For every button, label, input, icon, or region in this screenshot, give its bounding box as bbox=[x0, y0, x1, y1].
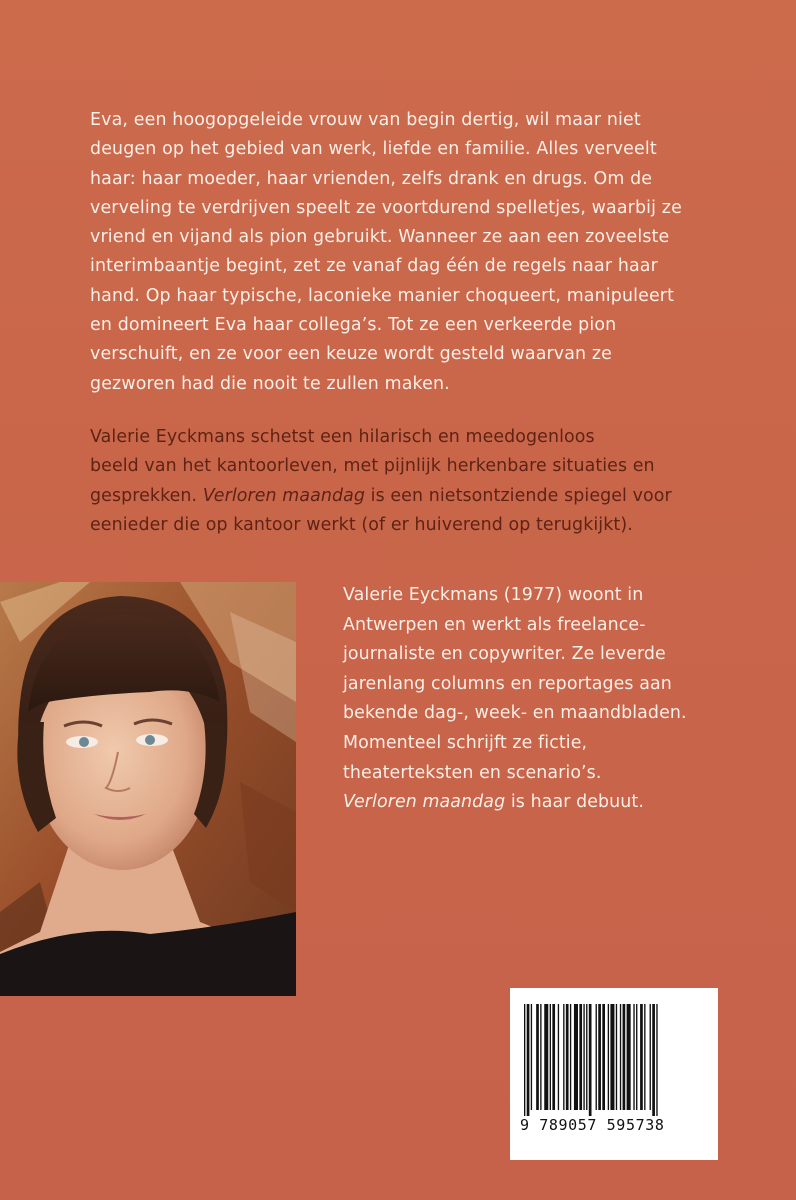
review-paragraph bbox=[90, 423, 720, 540]
bio-line: bekende dag-, week- en maandbladen. bbox=[343, 703, 687, 724]
barcode-bar bbox=[598, 1004, 601, 1110]
blurb-line: deugen op het gebied van werk, liefde en familie. Alles verveelt bbox=[90, 139, 657, 160]
bio-line: jarenlang columns en reportages aan bbox=[343, 673, 672, 694]
bio-line: Antwerpen en werkt als freelance- bbox=[343, 614, 646, 635]
bio-line: theaterteksten en scenario’s. bbox=[343, 762, 602, 783]
bio-line: journaliste en copywriter. Ze leverde bbox=[343, 644, 666, 665]
barcode-bar bbox=[527, 1004, 530, 1116]
barcode-bar bbox=[610, 1004, 614, 1110]
barcode-bar bbox=[536, 1004, 539, 1110]
barcode-bar bbox=[596, 1004, 597, 1110]
blurb-line: gezworen had die nooit te zullen maken. bbox=[90, 373, 450, 394]
bio-line: Valerie Eyckmans (1977) woont in bbox=[343, 585, 644, 605]
review-text: is een nietsontziende spiegel voor bbox=[365, 485, 672, 506]
review-text: gesprekken. bbox=[90, 485, 203, 506]
barcode-bar bbox=[583, 1004, 584, 1110]
barcode-bar bbox=[620, 1004, 621, 1110]
review-line: beeld van het kantoorleven, met pijnlijk herkenbare situaties en bbox=[90, 456, 655, 477]
barcode-bar bbox=[540, 1004, 541, 1110]
review-line: Valerie Eyckmans schetst een hilarisch en meedogenloos bbox=[90, 427, 595, 447]
barcode-bar bbox=[524, 1004, 525, 1116]
blurb-line: vriend en vijand als pion gebruikt. Wanneer ze aan een zoveelste bbox=[90, 227, 670, 248]
blurb-line: interimbaantje begint, zet ze vanaf dag één de regels naar haar bbox=[90, 256, 658, 277]
barcode-bar bbox=[623, 1004, 626, 1110]
blurb-line: hand. Op haar typische, laconieke manier choqueert, manipuleert bbox=[90, 285, 675, 306]
review-line bbox=[90, 482, 720, 511]
barcode-bars bbox=[522, 1004, 706, 1116]
barcode-bar bbox=[644, 1004, 645, 1110]
barcode-bar bbox=[570, 1004, 571, 1110]
barcode-bar bbox=[650, 1004, 651, 1110]
barcode-bar bbox=[656, 1004, 657, 1116]
book-title: Verloren maandag bbox=[202, 485, 366, 506]
review-line: eenieder die op kantoor werkt (of er huiverend op terugkijkt). bbox=[90, 514, 633, 535]
author-photo bbox=[0, 582, 296, 996]
blurb-line: haar: haar moeder, haar vrienden, zelfs drank en drugs. Om de bbox=[90, 168, 653, 189]
blurb-line: verveling te verdrijven speelt ze voortdurend spelletjes, waarbij ze bbox=[90, 197, 682, 218]
barcode-bar bbox=[574, 1004, 578, 1110]
barcode-bar bbox=[652, 1004, 655, 1116]
barcode-bar bbox=[558, 1004, 559, 1110]
barcode-bar bbox=[586, 1004, 587, 1110]
barcode-bar bbox=[602, 1004, 605, 1110]
barcode-bar bbox=[627, 1004, 631, 1110]
barcode-bar bbox=[566, 1004, 569, 1110]
barcode-bar bbox=[640, 1004, 643, 1110]
barcode-bar bbox=[552, 1004, 555, 1110]
blurb-line: Eva, een hoogopgeleide vrouw van begin dertig, wil maar niet bbox=[90, 110, 641, 130]
barcode-bar bbox=[563, 1004, 564, 1110]
barcode-bar bbox=[636, 1004, 637, 1110]
bio-line bbox=[343, 788, 763, 818]
barcode-bar bbox=[616, 1004, 617, 1110]
barcode-bar bbox=[589, 1004, 592, 1116]
barcode-bar bbox=[608, 1004, 609, 1110]
isbn-digits: 9 789057 595738 bbox=[520, 1116, 665, 1134]
blurb-line: verschuift, en ze voor een keuze wordt gesteld waarvan ze bbox=[90, 344, 613, 365]
author-bio bbox=[343, 581, 763, 818]
barcode-bar bbox=[531, 1004, 532, 1110]
barcode-bar bbox=[633, 1004, 634, 1110]
blurb-paragraph bbox=[90, 106, 720, 399]
barcode-bar bbox=[579, 1004, 582, 1110]
bio-line: Momenteel schrijft ze fictie, bbox=[343, 732, 588, 753]
barcode-bar bbox=[544, 1004, 548, 1110]
isbn-barcode bbox=[510, 988, 718, 1160]
barcode-bar bbox=[550, 1004, 551, 1110]
blurb-line: en domineert Eva haar collega’s. Tot ze een verkeerde pion bbox=[90, 315, 617, 336]
bio-text: is haar debuut. bbox=[505, 792, 644, 813]
book-title: Verloren maandag bbox=[343, 792, 506, 813]
